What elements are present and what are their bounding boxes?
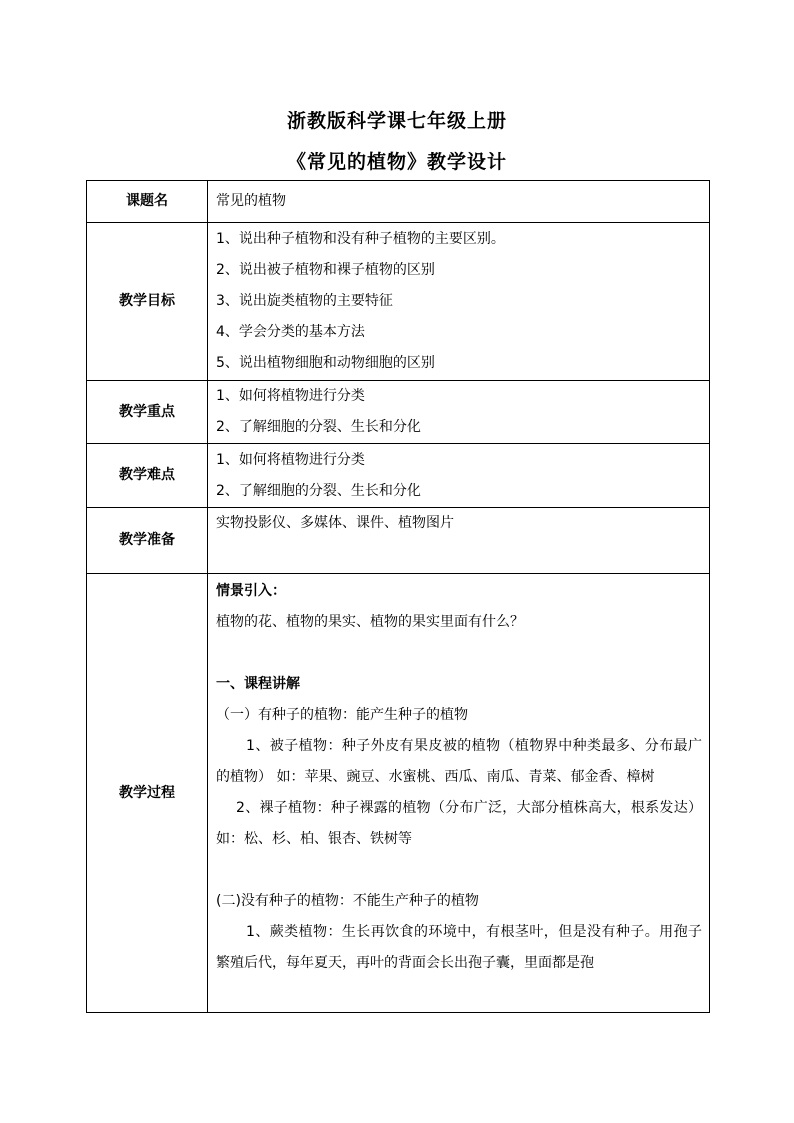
objective-item: 3、说出旋类植物的主要特征: [216, 293, 393, 309]
label-process: 教学过程: [87, 574, 208, 1013]
sub2-item1: 1、蕨类植物：生长再饮食的环境中，有根茎叶，但是没有种子。用孢子繁殖后代，每年夏天，再叶的背面会长出孢子囊，里面都是孢: [216, 924, 702, 971]
sub1-item1: 1、被子植物：种子外皮有果皮被的植物（植物界中种类最多、分布最广的植物） 如：苹果、豌豆、水蜜桃、西瓜、南瓜、青菜、郁金香、樟树: [216, 738, 702, 785]
row-key-points: [87, 381, 710, 444]
section1-heading: 一、课程讲解: [216, 676, 300, 692]
objective-item: 5、说出植物细胞和动物细胞的区别: [216, 355, 435, 371]
key-point-item: 2、了解细胞的分裂、生长和分化: [216, 419, 421, 435]
row-topic: [87, 181, 710, 223]
intro-heading: 情景引入：: [216, 583, 286, 599]
difficulty-item: 2、了解细胞的分裂、生长和分化: [216, 482, 421, 499]
label-key-points: 教学重点: [87, 381, 208, 444]
value-key-points: [208, 381, 710, 444]
difficulty-item: 1、如何将植物进行分类: [216, 451, 365, 468]
key-point-item: 1、如何将植物进行分类: [216, 388, 365, 404]
intro-question: 植物的花、植物的果实、植物的果实里面有什么？: [216, 614, 524, 630]
value-objectives: [208, 223, 710, 381]
label-objectives: 教学目标: [87, 223, 208, 381]
label-preparation: 教学准备: [87, 508, 208, 574]
sub2-heading: (二)没有种子的植物：不能生产种子的植物: [216, 893, 479, 909]
value-topic: [208, 181, 710, 223]
document-title: 浙教版科学课七年级上册: [286, 110, 507, 132]
lesson-plan-table: [86, 180, 710, 1013]
objective-item: 2、说出被子植物和裸子植物的区别: [216, 262, 435, 278]
value-process: [208, 574, 710, 1013]
row-objectives: [87, 223, 710, 381]
sub1-item2: 2、裸子植物：种子裸露的植物（分布广泛，大部分植株高大，根系发达） 如：松、杉、柏、银杏、铁树等: [216, 800, 702, 847]
row-process: [87, 574, 710, 1013]
value-difficulties: [208, 444, 710, 508]
sub1-heading: （一）有种子的植物：能产生种子的植物: [216, 707, 468, 723]
row-preparation: [87, 508, 710, 574]
blank-line: [216, 855, 702, 886]
value-preparation: [208, 508, 710, 574]
preparation-text: 实物投影仪、多媒体、课件、植物图片: [216, 515, 454, 531]
topic-text: 常见的植物: [216, 193, 286, 209]
objective-item: 1、说出种子植物和没有种子植物的主要区别。: [216, 231, 505, 247]
label-difficulties: 教学难点: [87, 444, 208, 508]
label-topic: 课题名: [87, 181, 208, 223]
objective-item: 4、学会分类的基本方法: [216, 324, 365, 340]
blank-line: [216, 638, 702, 669]
document-subtitle: 《常见的植物》教学设计: [286, 151, 507, 173]
row-difficulties: [87, 444, 710, 508]
